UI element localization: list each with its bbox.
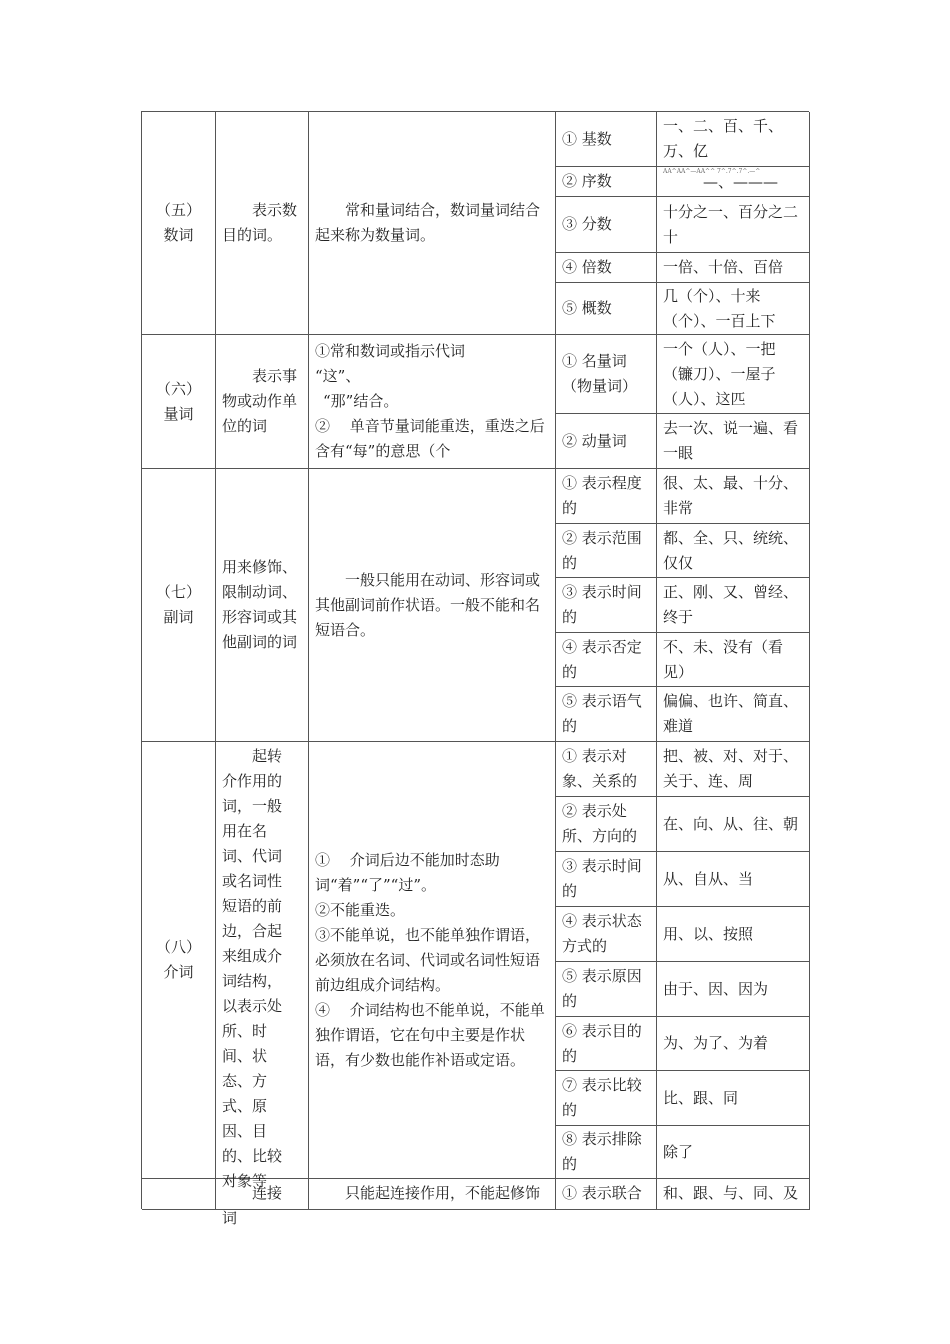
- examples-text: 十分之一、百分之二十: [663, 202, 799, 246]
- note-conjunction: [309, 1179, 556, 1210]
- subtype-label: ① 表示联合: [562, 1184, 642, 1202]
- subtype-label: ③ 分数: [562, 215, 612, 233]
- category-label: （五） 数词: [155, 201, 201, 244]
- examples-cell: [657, 578, 810, 633]
- examples-cell: [657, 335, 810, 414]
- subtype-cell: [556, 1126, 657, 1179]
- examples-text: 用、以、按照: [663, 924, 754, 943]
- examples-cell: [657, 469, 810, 524]
- subtype-cell: [556, 197, 657, 253]
- note-line: ② 单音节量词能重迭，重迭之后含有“每”的意思（个: [315, 417, 545, 460]
- note-line: “这”、: [315, 367, 361, 385]
- subtype-label: ③ 表示时间的: [562, 857, 642, 900]
- examples-text: 由于、因、因为: [663, 979, 769, 998]
- note-line: ④ 介词结构也不能单说，不能单独作谓语，它在句中主要是作状语，有少数也能作补语或定语。: [315, 1000, 545, 1069]
- examples-text: 除了: [663, 1142, 694, 1161]
- examples-cell: [657, 167, 810, 197]
- subtype-label: ④ 倍数: [562, 258, 612, 276]
- examples-text: 一倍、十倍、百倍: [663, 258, 784, 276]
- subtype-label: ⑤ 概数: [562, 299, 612, 317]
- subtype-label: ② 序数: [562, 172, 612, 190]
- examples-text: 偏偏、也许、简直、难道: [663, 692, 799, 735]
- category-conjunction: [142, 1179, 216, 1210]
- subtype-label: ⑥ 表示目的的: [562, 1021, 642, 1065]
- subtype-cell: [556, 469, 657, 524]
- definition-classifier: [216, 335, 309, 469]
- subtype-cell: [556, 687, 657, 742]
- subtype-label: ② 表示范围的: [562, 528, 642, 572]
- examples-cell: [657, 1126, 810, 1179]
- examples-text: —、———: [703, 173, 779, 191]
- note-line: “那”结合。: [323, 392, 399, 410]
- note-numeral: [309, 112, 556, 335]
- examples-cell: [657, 414, 810, 469]
- definition-text: 表示数目的词。: [222, 201, 298, 244]
- category-numeral: [142, 112, 216, 335]
- subtype-cell: [556, 797, 657, 852]
- examples-cell: [657, 524, 810, 578]
- note-classifier: [309, 335, 556, 469]
- examples-cell: [657, 1071, 810, 1126]
- note-preposition: [309, 742, 556, 1179]
- note-text: 一般只能用在动词、形容词或其他副词前作状语。一般不能和名短语合。: [315, 570, 541, 639]
- subtype-cell: [556, 283, 657, 335]
- examples-text: 比、跟、同: [663, 1088, 739, 1107]
- examples-text: 去一次、说一遍、看一眼: [663, 419, 799, 462]
- note-line: ① 介词后边不能加时态助词“着”“了”“过”。: [315, 850, 500, 894]
- examples-cell: [657, 1179, 810, 1210]
- subtype-cell: [556, 578, 657, 633]
- definition-numeral: [216, 112, 309, 335]
- subtype-label: ② 动量词: [562, 431, 627, 450]
- examples-text: 一、二、百、千、万、亿: [663, 117, 784, 160]
- definition-conjunction: [216, 1179, 309, 1227]
- examples-cell: [657, 687, 810, 742]
- subtype-label: ① 表示程度的: [562, 474, 642, 517]
- subtype-cell: [556, 1071, 657, 1126]
- examples-cell: [657, 852, 810, 907]
- examples-cell: [657, 1017, 810, 1071]
- subtype-label: ① 名量词（物量词）: [562, 352, 638, 395]
- subtype-cell: [556, 1179, 657, 1210]
- examples-text: 从、自从、当: [663, 869, 754, 888]
- category-label: （八） 介词: [155, 938, 201, 981]
- definition-preposition: [216, 742, 309, 1190]
- category-preposition: [142, 742, 216, 1179]
- subtype-label: ③ 表示时间的: [562, 583, 642, 626]
- examples-cell: [657, 253, 810, 283]
- examples-text: 为、为了、为着: [663, 1034, 769, 1052]
- examples-text: 不、未、没有（看见）: [663, 637, 784, 681]
- subtype-label: ④ 表示否定的: [562, 637, 642, 681]
- examples-text: 很、太、最、十分、非常: [663, 474, 799, 517]
- subtype-cell: [556, 524, 657, 578]
- subtype-cell: [556, 907, 657, 962]
- subtype-label: ⑤ 表示语气的: [562, 692, 642, 735]
- examples-cell: [657, 197, 810, 253]
- definition-text: 用来修饰、限制动词、形容词或其他副词的词: [222, 558, 298, 651]
- subtype-label: ② 表示处所、方向的: [562, 802, 638, 845]
- category-label: （七） 副词: [155, 583, 201, 626]
- subtype-label: ⑦ 表示比较的: [562, 1076, 642, 1119]
- definition-text: 连接词: [222, 1184, 283, 1227]
- examples-cell: [657, 797, 810, 852]
- examples-cell: [657, 742, 810, 797]
- subtype-cell: [556, 335, 657, 414]
- examples-text: 把、被、对、对于、关于、连、周: [663, 747, 799, 790]
- garbled-text: AA^AA^—AA^^ 7^.7^.7^.—^: [663, 168, 761, 175]
- category-adverb: [142, 469, 216, 742]
- subtype-cell: [556, 852, 657, 907]
- examples-text: 都、全、只、统统、仅仅: [663, 528, 799, 572]
- examples-cell: [657, 907, 810, 962]
- subtype-label: ⑧ 表示排除的: [562, 1130, 642, 1173]
- examples-text: 几（个）、十来（个）、一百上下: [663, 286, 776, 330]
- definition-text: 表示事物或动作单位的词: [222, 367, 298, 435]
- examples-text: 正、刚、又、曾经、终于: [663, 583, 799, 626]
- definition-adverb: [216, 469, 309, 742]
- examples-cell: [657, 633, 810, 687]
- subtype-cell: [556, 414, 657, 469]
- examples-cell: [657, 112, 810, 167]
- subtype-label: ⑤ 表示原因的: [562, 967, 642, 1010]
- subtype-cell: [556, 112, 657, 167]
- note-line: ①常和数词或指示代词: [315, 342, 466, 360]
- examples-text: 一个（人）、一把（镰刀）、一屋子（人）、这匹: [663, 339, 776, 408]
- subtype-label: ④ 表示状态方式的: [562, 912, 642, 955]
- subtype-cell: [556, 253, 657, 283]
- note-text: 只能起连接作用，不能起修饰: [345, 1184, 541, 1202]
- subtype-cell: [556, 742, 657, 797]
- subtype-cell: [556, 167, 657, 197]
- examples-cell: [657, 283, 810, 335]
- subtype-cell: [556, 962, 657, 1017]
- note-line: ②不能重迭。: [315, 900, 406, 919]
- note-line: ③不能单说，也不能单独作谓语，必须放在名词、代词或名词性短语前边组成介词结构。: [315, 925, 541, 994]
- category-classifier: [142, 335, 216, 469]
- subtype-cell: [556, 1017, 657, 1071]
- examples-cell: [657, 962, 810, 1017]
- word-class-table: [141, 111, 809, 1227]
- examples-text: 和、跟、与、同、及: [663, 1184, 799, 1202]
- definition-text: 起转介作用的词，一般用在名词、代词或名词性短语的前边，合起来组成介词结构，以表示处所、时间、状态、方式、原因、目的、比较对象等: [222, 747, 283, 1190]
- note-text: 常和量词结合，数词量词结合起来称为数量词。: [315, 201, 541, 244]
- subtype-cell: [556, 633, 657, 687]
- subtype-label: ① 基数: [562, 129, 612, 148]
- note-adverb: [309, 469, 556, 742]
- category-label: （六） 量词: [155, 379, 201, 423]
- examples-text: 在、向、从、往、朝: [663, 814, 799, 833]
- subtype-label: ① 表示对象、关系的: [562, 747, 638, 790]
